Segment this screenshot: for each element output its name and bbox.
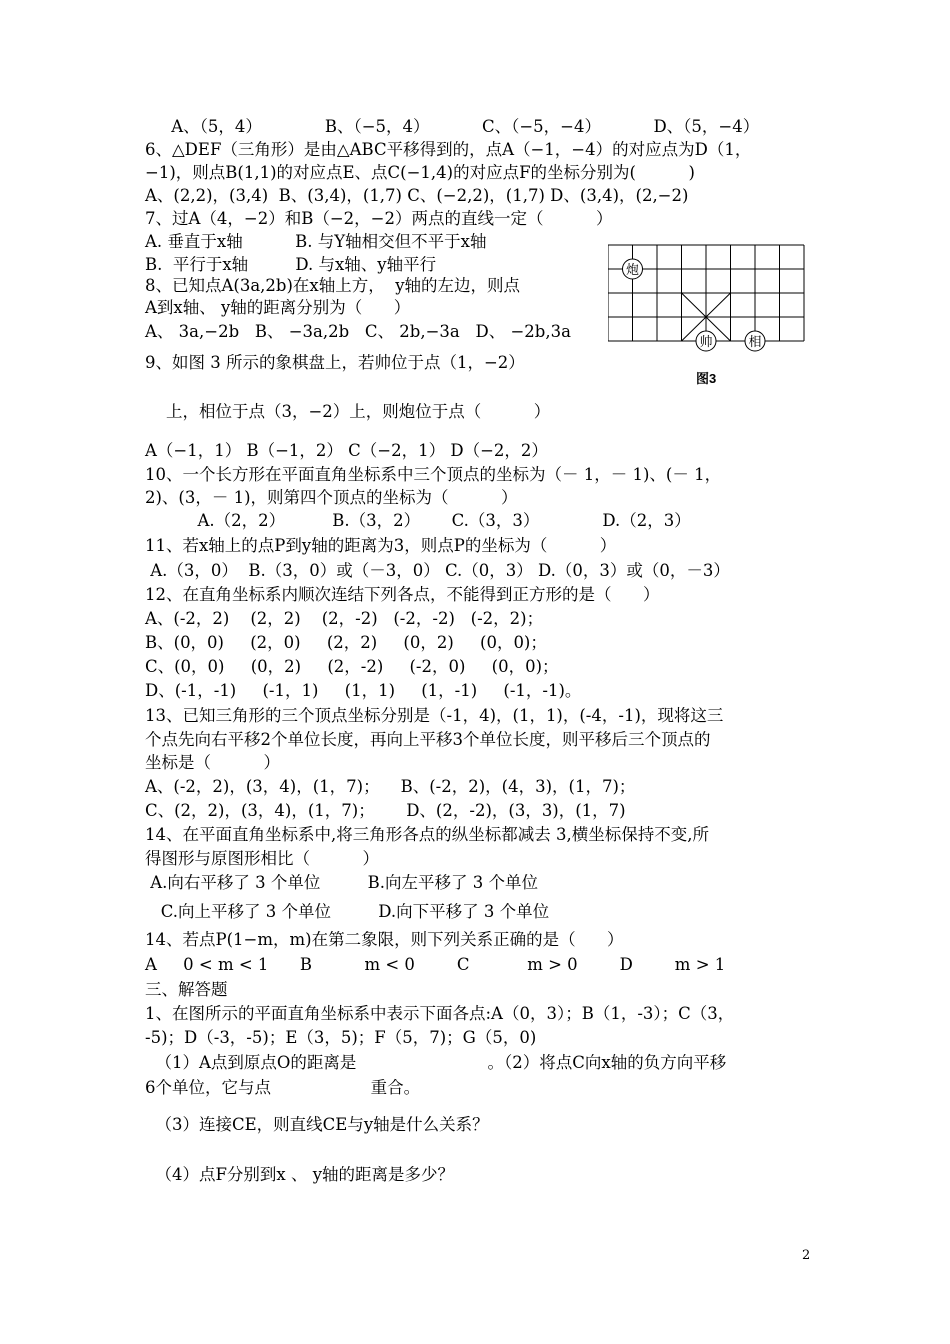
text-line: 14、在平面直角坐标系中,将三角形各点的纵坐标都减去 3,横坐标保持不变,所 (145, 825, 709, 844)
text-line: 8、已知点A(3a,2b)在x轴上方， y轴的左边，则点 (145, 276, 521, 295)
text-line: A、(-2，2)，(3，4)，(1，7)； B、(-2，2)，(4，3)，(1，7)； (145, 777, 636, 796)
text-line: 2)、(3，－ 1)，则第四个顶点的坐标为（ ） (145, 488, 518, 507)
text-line: B、(0，0) (2，0) (2，2) (0，2) (0，0)； (145, 633, 547, 652)
page-number: 2 (802, 1248, 811, 1263)
text-line: 11、若x轴上的点P到y轴的距离为3，则点P的坐标为（ ） (145, 536, 617, 555)
text-line: 14、若点P(1−m，m)在第二象限，则下列关系正确的是（ ） (145, 930, 624, 949)
text-line: A.（3，0） B.（3，0）或（－3，0） C.（0，3） D.（0，3）或（0，－3） (145, 561, 730, 580)
chess-piece-label: 炮 (625, 263, 640, 278)
text-line: 10、一个长方形在平面直角坐标系中三个顶点的坐标为（－ 1，－ 1)、(－ 1， (145, 465, 722, 484)
text-line: A到x轴、 y轴的距离分别为（ ） (145, 298, 411, 317)
text-line: 1、在图所示的平面直角坐标系中表示下面各点:A（0，3）；B（1，-3）；C（3， (145, 1004, 735, 1023)
text-line: 12、在直角坐标系内顺次连结下列各点，不能得到正方形的是（ ） (145, 585, 660, 604)
text-line: 7、过A（4，−2）和B（−2，−2）两点的直线一定（ ） (145, 209, 613, 228)
text-line: （1）A点到原点O的距离是 。（2）将点C向x轴的负方向平移 (145, 1053, 727, 1072)
text-line: 上，相位于点（3，−2）上，则炮位于点（ ） (145, 402, 551, 421)
text-line: A、(-2，2) (2，2) (2，-2) (-2，-2) (-2，2)； (145, 609, 544, 628)
text-line: A 0 < m < 1 B m < 0 C m > 0 D m > 1 (145, 955, 726, 974)
text-line: A（−1，1） B（−1，2） C（−2，1） D（−2，2） (145, 441, 548, 460)
text-line: -5)；D（-3，-5)；E（3，5)；F（5，7)；G（5，0) (145, 1028, 537, 1047)
text-line: 得图形与原图形相比（ ） (145, 849, 379, 868)
text-line: 三、解答题 (145, 980, 228, 999)
figure-caption: 图3 (696, 371, 717, 386)
text-line: D、(-1，-1) (-1，1) (1，1) (1，-1) (-1，-1)。 (145, 681, 582, 700)
text-line: 9、如图 3 所示的象棋盘上，若帅位于点（1，−2） (145, 353, 525, 372)
text-line: C.向上平移了 3 个单位 D.向下平移了 3 个单位 (145, 902, 550, 921)
text-line: 个点先向右平移2个单位长度，再向上平移3个单位长度，则平移后三个顶点的 (145, 730, 711, 749)
text-line: C、(2，2)，(3，4)，(1，7)； D、(2，-2)，(3，3)，(1，7) (145, 801, 626, 820)
text-line: 13、已知三角形的三个顶点坐标分别是（-1，4)，(1，1)，(-4，-1)，现将这三 (145, 706, 724, 725)
text-line: A、（5，4） B、（−5，4） C、（−5，−4） D、（5，−4） (145, 117, 760, 136)
text-line: A、(2,2)，(3,4) B、(3,4)，(1,7) C、(−2,2)，(1,7) D、(3,4)，(2,−2) (145, 186, 689, 205)
chess-board-figure (608, 243, 808, 393)
text-line: A. 垂直于x轴 B. 与Y轴相交但不平于x轴 (145, 232, 487, 251)
text-line: （4）点F分别到x 、 y轴的距离是多少？ (145, 1165, 455, 1184)
text-line: C、(0，0) (0，2) (2，-2) (-2，0) (0，0)； (145, 657, 559, 676)
chess-piece-label: 帅 (699, 335, 713, 350)
text-line: A、 3a,−2b B、 −3a,2b C、 2b,−3a D、 −2b,3a (145, 322, 571, 341)
text-line: 6个单位，它与点 重合。 (145, 1078, 421, 1097)
text-line: A.向右平移了 3 个单位 B.向左平移了 3 个单位 (145, 873, 538, 892)
text-line: −1)，则点B(1,1)的对应点E、点C(−1,4)的对应点F的坐标分别为( ) (145, 163, 695, 182)
text-line: （3）连接CE，则直线CE与y轴是什么关系？ (145, 1115, 489, 1134)
text-line: A.（2，2） B.（3，2） C.（3，3） D.（2，3） (145, 511, 691, 530)
text-line: 6、△DEF（三角形）是由△ABC平移得到的，点A（−1，−4）的对应点为D（1， (145, 140, 752, 159)
chess-piece-label: 相 (748, 335, 762, 350)
text-line: 坐标是（ ） (145, 753, 280, 772)
text-line: B. 平行于x轴 D. 与x轴、y轴平行 (145, 255, 437, 274)
